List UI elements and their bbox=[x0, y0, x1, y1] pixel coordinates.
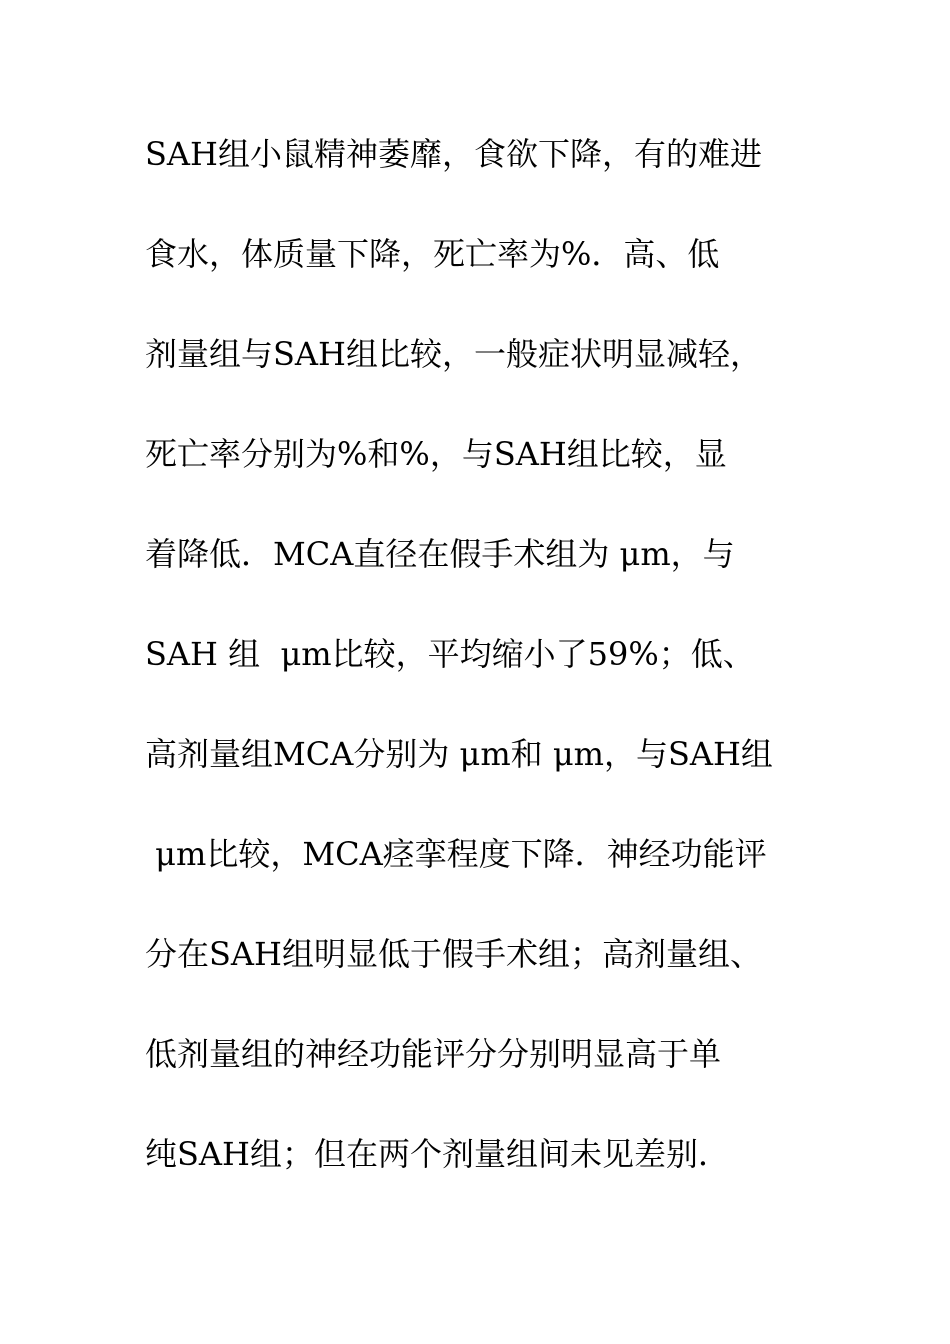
text-line: 食水，体质量下降，死亡率为%．高、低 bbox=[145, 235, 720, 273]
text-line: 剂量组与SAH组比较，一般症状明显减轻， bbox=[145, 335, 762, 373]
text-line: SAH 组 μm比较，平均缩小了59%；低、 bbox=[145, 635, 755, 673]
text-line: SAH组小鼠精神萎靡，食欲下降，有的难进 bbox=[145, 135, 762, 173]
text-line: μm比较，MCA痉挛程度下降．神经功能评 bbox=[145, 835, 767, 873]
text-line: 低剂量组的神经功能评分分别明显高于单 bbox=[145, 1035, 722, 1073]
text-line: 着降低．MCA直径在假手术组为 μm，与 bbox=[145, 535, 735, 573]
text-line: 分在SAH组明显低于假手术组；高剂量组、 bbox=[145, 935, 762, 973]
text-line: 死亡率分别为%和%，与SAH组比较，显 bbox=[145, 435, 727, 473]
body-paragraph bbox=[145, 124, 825, 1224]
text-line: 纯SAH组；但在两个剂量组间未见差别． bbox=[145, 1135, 730, 1173]
text-line: 高剂量组MCA分别为 μm和 μm，与SAH组 bbox=[145, 735, 773, 773]
